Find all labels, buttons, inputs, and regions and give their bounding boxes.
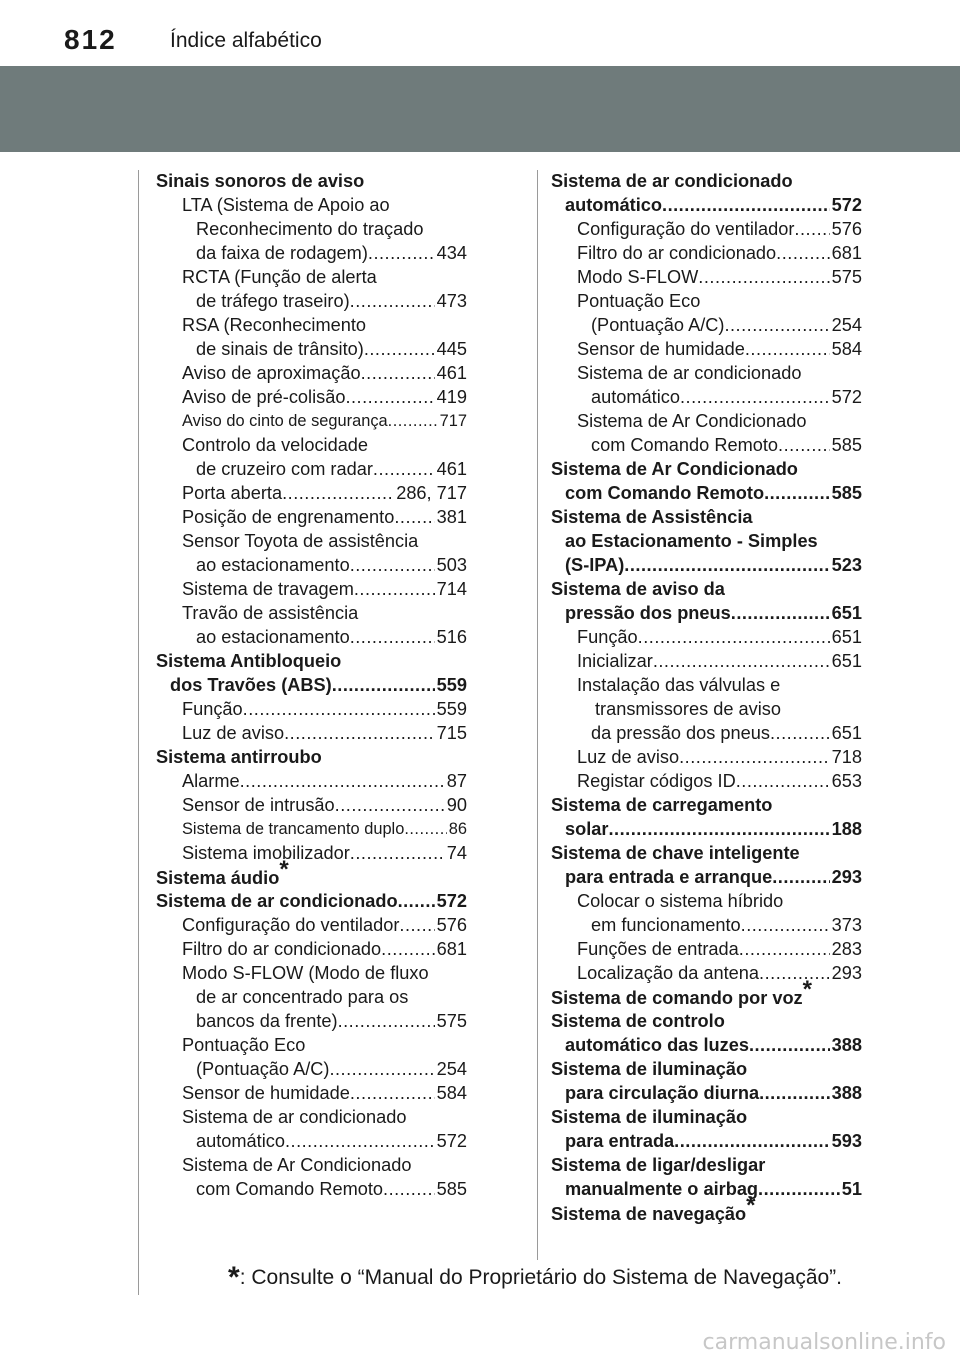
entry-label: Sistema de travagem [182,579,354,599]
index-entry [156,385,467,409]
entry-label: Sistema antirroubo [156,747,322,767]
index-entry [156,1009,467,1033]
entry-page: 714 [436,579,467,599]
page-header [0,0,960,66]
entry-label: para entrada [565,1131,675,1151]
watermark: carmanualsonline.info [702,1330,946,1355]
entry-label: Configuração do ventilador [182,915,400,935]
entry-label: (Pontuação A/C) [196,1059,330,1079]
index-entry [551,1153,862,1177]
entry-page: 575 [831,267,862,287]
entry-page: 90 [446,795,467,815]
dot-leader [741,913,830,937]
entry-label: Sistema Antibloqueio [156,651,342,671]
dot-leader [764,481,830,505]
entry-page: 718 [831,747,862,767]
entry-label: pressão dos pneus [565,603,731,623]
index-entry [156,1033,467,1057]
entry-label: Travão de assistência [182,603,359,623]
index-entry [156,529,467,553]
entry-label: Reconhecimento do traçado [196,219,424,239]
index-entry [156,817,467,841]
entry-page: 254 [831,315,862,335]
dot-leader [332,673,435,697]
index-entry [156,985,467,1009]
entry-page: 419 [436,387,467,407]
entry-page: 87 [446,771,467,791]
index-entry [156,289,467,313]
dot-leader [739,937,830,961]
dot-leader [329,1057,434,1081]
dot-leader [758,1177,840,1201]
index-entry [551,1129,862,1153]
entry-label: Sistema de ar condicionado [182,1107,407,1127]
dot-leader [749,1033,830,1057]
index-entry [156,889,467,913]
dot-leader [776,241,829,265]
index-entry [156,217,467,241]
entry-label: Porta aberta [182,483,283,503]
entry-label: Filtro do ar condicionado [182,939,382,959]
index-entry [156,937,467,961]
entry-label: Sistema de aviso da [551,579,725,599]
entry-page: 584 [831,339,862,359]
index-entry [551,889,862,913]
entry-label: com Comando Remoto [565,483,765,503]
entry-label: Função [182,699,243,719]
index-entry [551,193,862,217]
index-entry [156,169,467,193]
index-entry [156,721,467,745]
entry-page: 381 [436,507,467,527]
left-divider [138,170,139,1295]
entry-label: manualmente o airbag [565,1179,759,1199]
entry-label: transmissores de aviso [595,699,781,719]
entry-label: automático [591,387,680,407]
index-entry [551,529,862,553]
entry-label: Controlo da velocidade [182,435,369,455]
index-entry [551,289,862,313]
entry-page: 717 [439,412,467,430]
dot-leader [350,1081,435,1105]
entry-page: 473 [436,291,467,311]
entry-label: Sistema de carregamento [551,795,773,815]
entry-page: 254 [436,1059,467,1079]
header-banner [0,66,960,152]
index-entry [551,817,862,841]
dot-leader [282,481,394,505]
index-entry [551,481,862,505]
index-entry [551,1009,862,1033]
dot-leader [770,721,830,745]
dot-leader [679,745,830,769]
index-entry [156,697,467,721]
index-entry [156,481,467,505]
index-entry [551,1105,862,1129]
entry-label: Sensor de intrusão [182,795,335,815]
entry-page: 585 [436,1179,467,1199]
dot-leader [724,313,829,337]
entry-label: ao Estacionamento - Simples [565,531,818,551]
entry-label: Função [577,627,638,647]
entry-label: de tráfego traseiro) [196,291,350,311]
entry-page: 572 [436,891,467,911]
entry-label: Posição de engrenamento [182,507,395,527]
dot-leader [731,601,830,625]
dot-leader [361,361,435,385]
index-entry [156,505,467,529]
entry-label: Modo S-FLOW (Modo de fluxo [182,963,429,983]
entry-label: Luz de aviso [577,747,680,767]
entry-label: Aviso de pré-colisão [182,387,346,407]
entry-page: 576 [436,915,467,935]
entry-label: Configuração do ventilador [577,219,795,239]
index-entry [551,769,862,793]
entry-page: 388 [831,1083,862,1103]
entry-page: 461 [436,459,467,479]
entry-label: com Comando Remoto [591,435,779,455]
index-entry [551,553,862,577]
dot-leader [368,241,435,265]
index-entry [156,745,467,769]
index-entry [551,601,862,625]
index-entry [551,937,862,961]
index-column-left [156,169,467,1201]
entry-label: ao estacionamento [196,627,350,647]
entry-label: Sinais sonoros de aviso [156,171,365,191]
entry-label: Sistema imobilizador [182,843,350,863]
entry-page: 651 [831,603,862,623]
entry-label: Inicializar [577,651,653,671]
dot-leader [350,289,435,313]
index-entry [156,193,467,217]
entry-label: Sistema de comando por voz [551,988,803,1008]
dot-leader [698,265,829,289]
dot-leader [364,337,435,361]
index-entry [551,433,862,457]
dot-leader [338,1009,435,1033]
index-entry [551,673,862,697]
footnote-text: : Consulte o “Manual do Proprietário do Sistema de Navegação”. [239,1266,843,1289]
dot-leader [638,625,830,649]
entry-label: Sistema de Assistência [551,507,753,527]
dot-leader [399,913,434,937]
entry-label: Sistema de navegação [551,1204,747,1224]
footnote-marker: * [279,856,289,883]
index-entry [156,337,467,361]
entry-page: 559 [436,675,467,695]
entry-label: Sensor Toyota de assistência [182,531,419,551]
entry-label: em funcionamento [591,915,741,935]
entry-page: 293 [831,867,862,887]
index-entry [551,313,862,337]
entry-label: Sistema de ar condicionado [156,891,398,911]
entry-label: Sistema de Ar Condicionado [182,1155,412,1175]
dot-leader [778,433,830,457]
index-entry [156,577,467,601]
entry-page: 572 [831,387,862,407]
entry-label: Sistema de ar condicionado [551,171,793,191]
index-entry [156,841,467,865]
index-entry [156,361,467,385]
dot-leader [759,1081,830,1105]
dot-leader [350,625,435,649]
entry-page: 523 [831,555,862,575]
index-entry [156,673,467,697]
index-entry [156,241,467,265]
entry-label: automático [196,1131,285,1151]
footnote [228,1258,842,1292]
dot-leader [284,721,435,745]
entry-label: Registar códigos ID [577,771,736,791]
entry-page: 585 [831,435,862,455]
footnote-marker: * [746,1192,756,1219]
entry-page: 651 [831,723,862,743]
index-entry [156,625,467,649]
entry-label: Sensor de humidade [182,1083,350,1103]
entry-page: 651 [831,627,862,647]
index-entry [551,361,862,385]
index-entry [551,409,862,433]
index-entry [156,649,467,673]
entry-label: de ar concentrado para os [196,987,409,1007]
index-entry [156,913,467,937]
dot-leader [350,553,435,577]
index-entry [156,1129,467,1153]
entry-page: 576 [831,219,862,239]
entry-page: 572 [436,1131,467,1151]
entry-label: de sinais de trânsito) [196,339,364,359]
entry-label: Pontuação Eco [182,1035,306,1055]
entry-label: Modo S-FLOW [577,267,699,287]
entry-label: Localização da antena [577,963,760,983]
entry-page: 293 [831,963,862,983]
index-entry [156,961,467,985]
entry-page: 74 [446,843,467,863]
footnote-marker: * [802,976,812,1003]
index-entry [156,601,467,625]
index-entry [551,265,862,289]
entry-page: 681 [436,939,467,959]
entry-label: Sistema de Ar Condicionado [551,459,798,479]
index-entry [551,241,862,265]
entry-label: para entrada e arranque [565,867,773,887]
entry-label: da faixa de rodagem) [196,243,368,263]
dot-leader [285,1129,435,1153]
entry-label: Sistema de iluminação [551,1059,748,1079]
index-entry [156,457,467,481]
entry-page: 286, 717 [396,483,467,503]
entry-label: Instalação das válvulas e [577,675,781,695]
entry-label: Alarme [182,771,240,791]
index-entry [551,961,862,985]
entry-label: Aviso de aproximação [182,363,361,383]
index-column-right [551,169,862,1225]
dot-leader [608,817,829,841]
entry-page: 373 [831,915,862,935]
index-entry [156,313,467,337]
entry-page: 575 [436,1011,467,1031]
index-entry [551,865,862,889]
index-entry [551,841,862,865]
entry-page: 681 [831,243,862,263]
dot-leader [373,457,435,481]
entry-label: com Comando Remoto [196,1179,384,1199]
entry-label: de cruzeiro com radar [196,459,373,479]
entry-label: Sistema de trancamento duplo [182,820,405,838]
dot-leader [745,337,830,361]
entry-label: solar [565,819,609,839]
index-entry [156,1105,467,1129]
entry-page: 593 [831,1131,862,1151]
index-entry [156,265,467,289]
index-entry [156,1057,467,1081]
entry-label: (S-IPA) [565,555,625,575]
entry-page: 51 [841,1179,862,1199]
dot-leader [394,505,434,529]
entry-label: dos Travões (ABS) [170,675,332,695]
entry-page: 715 [436,723,467,743]
dot-leader [404,817,446,841]
index-entry [156,1177,467,1201]
index-entry [156,433,467,457]
entry-label: Sensor de humidade [577,339,745,359]
dot-leader [772,865,829,889]
index-entry [551,793,862,817]
dot-leader [759,961,830,985]
dot-leader [383,1177,435,1201]
dot-leader [354,577,435,601]
page-number: 812 [64,24,117,55]
dot-leader [243,697,435,721]
index-entry [551,385,862,409]
entry-label: Sistema de controlo [551,1011,725,1031]
dot-leader [398,889,435,913]
entry-label: Sistema de ar condicionado [577,363,802,383]
dot-leader [794,217,829,241]
page-title: Índice alfabético [170,29,322,52]
entry-page: 559 [436,699,467,719]
dot-leader [381,937,434,961]
entry-page: 572 [831,195,862,215]
index-entry [156,409,467,433]
index-entry [551,1057,862,1081]
index-entry [551,337,862,361]
entry-page: 653 [831,771,862,791]
entry-page: 584 [436,1083,467,1103]
dot-leader [653,649,830,673]
entry-label: Sistema de Ar Condicionado [577,411,807,431]
entry-label: Luz de aviso [182,723,285,743]
entry-page: 283 [831,939,862,959]
entry-page: 188 [831,819,862,839]
entry-label: para circulação diurna [565,1083,760,1103]
index-entry [551,745,862,769]
entry-page: 516 [436,627,467,647]
index-entry [551,649,862,673]
dot-leader [674,1129,829,1153]
dot-leader [624,553,829,577]
index-entry [551,577,862,601]
entry-page: 388 [831,1035,862,1055]
entry-page: 445 [436,339,467,359]
entry-label: Sistema áudio [156,868,280,888]
entry-label: RCTA (Função de alerta [182,267,377,287]
dot-leader [350,841,445,865]
entry-page: 651 [831,651,862,671]
dot-leader [736,769,830,793]
entry-page: 434 [436,243,467,263]
entry-label: da pressão dos pneus [591,723,770,743]
index-entry [551,217,862,241]
index-entry [551,625,862,649]
entry-page: 585 [831,483,862,503]
index-entry [156,793,467,817]
dot-leader [388,409,438,433]
index-entry [551,1192,862,1225]
index-entry [551,1177,862,1201]
entry-page: 86 [448,820,467,838]
index-entry [156,553,467,577]
index-entry [551,1033,862,1057]
index-entry [551,1081,862,1105]
entry-page: 461 [436,363,467,383]
entry-page: 503 [436,555,467,575]
entry-label: Funções de entrada [577,939,739,959]
entry-label: LTA (Sistema de Apoio ao [182,195,390,215]
entry-label: automático [565,195,663,215]
index-entry [551,505,862,529]
index-entry [156,1081,467,1105]
column-divider [537,170,538,1260]
index-entry [551,169,862,193]
entry-label: Aviso do cinto de segurança [182,412,388,430]
entry-label: automático das luzes [565,1035,749,1055]
entry-label: RSA (Reconhecimento [182,315,366,335]
entry-label: Sistema de iluminação [551,1107,748,1127]
index-entry [156,856,467,889]
dot-leader [680,385,830,409]
entry-label: Filtro do ar condicionado [577,243,777,263]
dot-leader [345,385,434,409]
entry-label: (Pontuação A/C) [591,315,725,335]
index-entry [551,913,862,937]
dot-leader [335,793,445,817]
index-entry [156,1153,467,1177]
entry-label: ao estacionamento [196,555,350,575]
dot-leader [662,193,830,217]
index-entry [551,697,862,721]
entry-label: Pontuação Eco [577,291,701,311]
entry-label: Sistema de ligar/desligar [551,1155,766,1175]
index-entry [551,457,862,481]
entry-label: Sistema de chave inteligente [551,843,800,863]
index-entry [156,769,467,793]
index-entry [551,721,862,745]
index-entry [551,976,862,1009]
entry-label: bancos da frente) [196,1011,338,1031]
entry-label: Colocar o sistema híbrido [577,891,784,911]
footnote-star: * [228,1261,240,1294]
dot-leader [240,769,445,793]
